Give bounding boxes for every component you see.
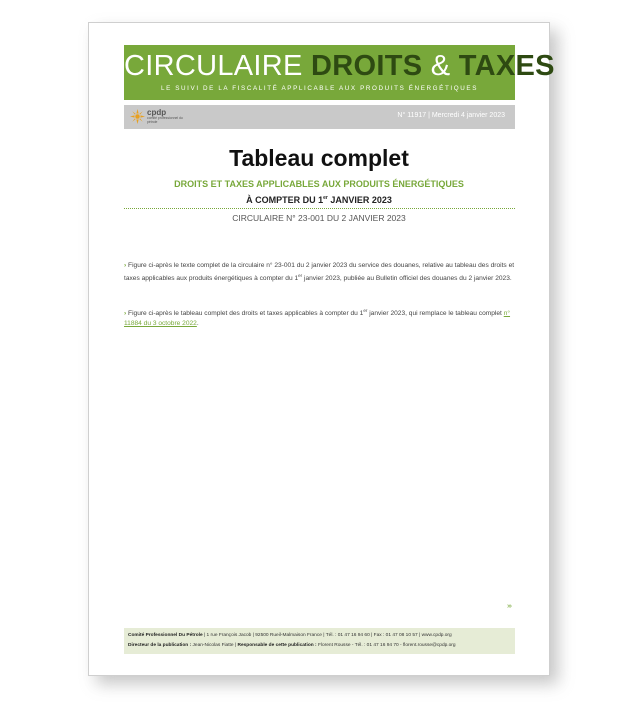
footer bbox=[124, 628, 515, 654]
paragraph-2: › Figure ci-après le tableau complet des droits et taxes applicables à compter du 1er janvier 2023, qui remplace le tableau complet n° 11884 du 3 octobre 2022. bbox=[124, 308, 511, 328]
banner-subtitle: LE SUIVI DE LA FISCALITÉ APPLICABLE AUX PRODUITS ÉNERGÉTIQUES bbox=[160, 85, 478, 92]
logo-name: cpdp bbox=[147, 108, 167, 117]
cpdp-logo bbox=[130, 108, 190, 126]
document-title: Tableau complet bbox=[229, 145, 409, 171]
document-page bbox=[88, 22, 555, 676]
paragraph-1: › Figure ci-après le texte complet de la circulaire n° 23-001 du 2 janvier 2023 du service des douanes, relative au tableau des droits et taxes applicables aux produits énergétiques à compter du 1er janvier 2023, publiée au Bulletin officiel des douanes du 2 janvier 2023. bbox=[124, 262, 515, 283]
document-subtitle: DROITS ET TAXES APPLICABLES AUX PRODUITS ÉNERGÉTIQUES bbox=[174, 179, 464, 189]
previous-table-link[interactable]: n° 11884 du 3 octobre 2022 bbox=[124, 310, 511, 328]
circular-reference: CIRCULAIRE N° 23-001 DU 2 JANVIER 2023 bbox=[232, 213, 406, 223]
effective-date: À COMPTER DU 1er JANVIER 2023 bbox=[246, 195, 392, 205]
bullet-arrow-icon: › bbox=[124, 262, 127, 269]
info-bar bbox=[124, 105, 515, 129]
banner-title: CIRCULAIRE DROITS & TAXES bbox=[124, 50, 555, 82]
continued-arrows-icon: ››› bbox=[507, 603, 511, 610]
dotted-divider bbox=[124, 208, 515, 209]
header-banner bbox=[124, 45, 555, 100]
footer-line-1: Comité Professionnel Du Pétrole | 1 rue François Jacob | 92500 Rueil-Malmaison France | Tél. : 01 47 16 94 60 | Fax : 01 47 08 10 57 | www.cpdp.org bbox=[128, 633, 452, 638]
logo-subtitle: comité professionnel du pétrole bbox=[147, 116, 183, 124]
footer-line-2: Directeur de la publication : Jean-Nicolas Fiatte | Responsable de cette publication : Florent Rousse - Tél. : 01 47 16 94 70 - florent.rousse@cpdp.org bbox=[128, 643, 456, 648]
issue-number-date: N° 11917 | Mercredi 4 janvier 2023 bbox=[397, 112, 505, 119]
sun-logo-icon bbox=[130, 109, 145, 124]
bullet-arrow-icon: › bbox=[124, 310, 127, 318]
